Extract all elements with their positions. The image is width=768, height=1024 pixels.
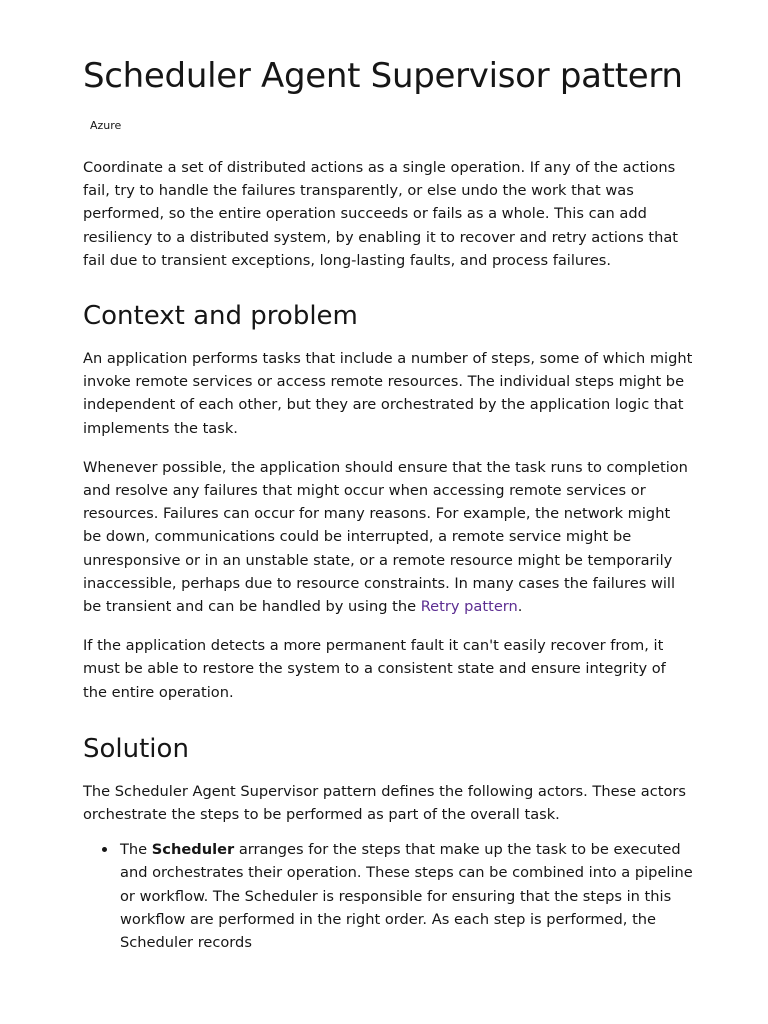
context-paragraph-2: [83, 456, 693, 618]
page-title: Scheduler Agent Supervisor pattern: [83, 56, 683, 96]
list-item-prefix: The: [120, 841, 152, 859]
intro-paragraph: Coordinate a set of distributed actions as a single operation. If any of the actions fail, try to handle the failures transparently, or else undo the work that was performed, so the entire operation succeeds or fails as a whole. This can add resiliency to a distributed system, by enabling it to recover and retry actions that fail due to transient exceptions, long-lasting faults, and process failures.: [83, 159, 679, 269]
bullet-icon: [102, 847, 107, 852]
context-paragraph-1: An application performs tasks that include a number of steps, some of which might invoke remote services or access remote resources. The individual steps might be independent of each other, but they are orchestrated by the application logic that implements the task.: [83, 350, 693, 437]
list-item-text: arranges for the steps that make up the task to be executed and orchestrates their operation. These steps can be combined into a pipeline or workflow. The Scheduler is responsible for ensuring that the steps in this workflow are performed in the right order. As each step is performed, the Scheduler records: [120, 841, 693, 952]
context-paragraph-3: If the application detects a more permanent fault it can't easily recover from, it must be able to restore the system to a consistent state and ensure integrity of the entire operation.: [83, 637, 666, 701]
context-paragraph-2-end: .: [517, 598, 523, 616]
solution-heading: Solution: [83, 733, 189, 764]
product-tag[interactable]: Azure: [90, 119, 122, 132]
article-content: [83, 56, 693, 954]
solution-paragraph-1: The Scheduler Agent Supervisor pattern defines the following actors. These actors orchestrate the steps to be performed as part of the overall task.: [83, 782, 687, 824]
list-item-term: Scheduler: [151, 841, 235, 859]
retry-pattern-link[interactable]: Retry pattern: [420, 598, 518, 616]
context-paragraph-2-text: Whenever possible, the application should ensure that the task runs to completion and resolve any failures that might occur when accessing remote services or resources. Failures can occur for many reasons. For example, the network might be down, communications could be interrupted, a remote service might be unresponsive or in an unstable state, or a remote resource might be temporarily inaccessible, perhaps due to resource constraints. In many cases the failures will be transient and can be handled by using the: [83, 458, 688, 616]
actors-list: [83, 838, 693, 954]
context-heading: Context and problem: [83, 301, 358, 332]
list-item: [120, 838, 693, 954]
